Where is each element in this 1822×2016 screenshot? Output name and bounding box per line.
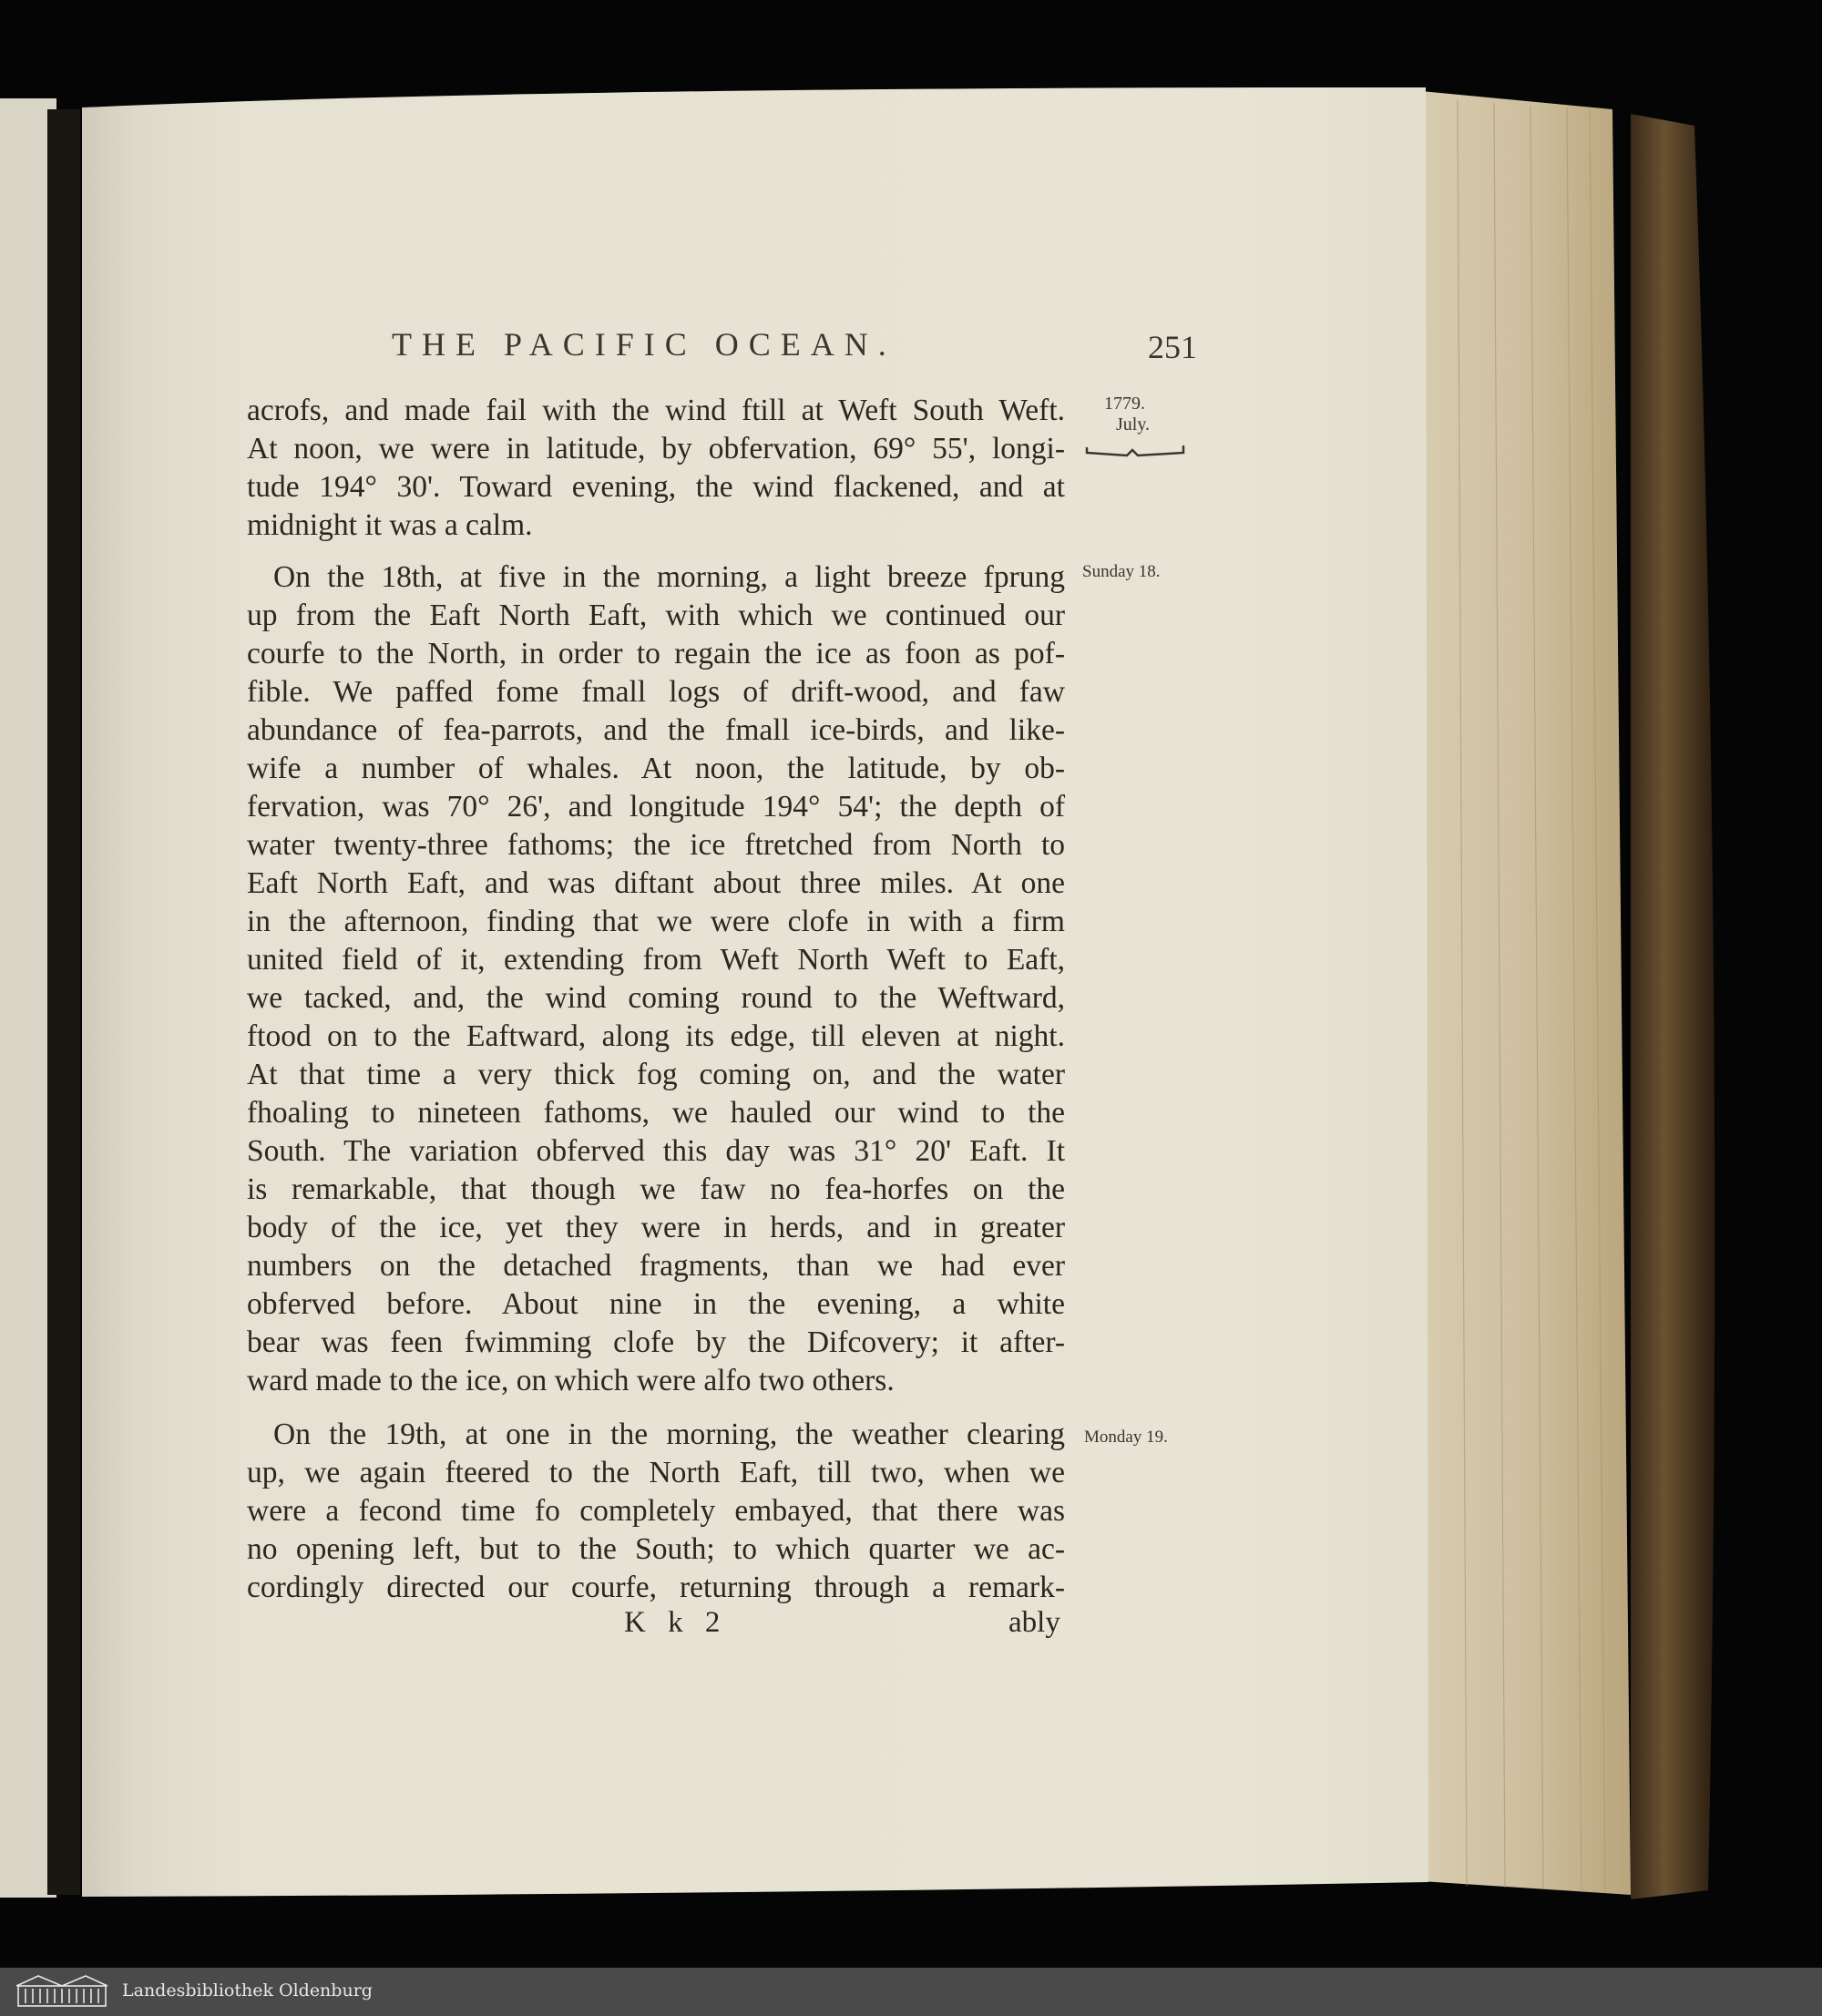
- body-line-4: midnight it was a calm.: [247, 508, 533, 542]
- page-number: 251: [1148, 329, 1197, 365]
- body-line-12: water twenty-three fathoms; the ice ftretched from North to: [247, 828, 1065, 862]
- margin-note-monday: Monday 19.: [1084, 1428, 1168, 1447]
- library-name: Landesbibliothek Oldenburg: [122, 1980, 373, 2001]
- running-title: THE PACIFIC OCEAN.: [392, 326, 896, 363]
- body-line-8: fible. We paffed fome fmall logs of drift-wood, and faw: [247, 675, 1065, 709]
- body-line-19: fhoaling to nineteen fathoms, we hauled our wind to the: [247, 1096, 1065, 1130]
- signature-mark: K k 2: [624, 1606, 728, 1639]
- body-line-1: acrofs, and made fail with the wind ftill at Weft South Weft.: [247, 394, 1065, 427]
- margin-month: July.: [1116, 414, 1151, 435]
- body-line-22: body of the ice, yet they were in herds, and in greater: [247, 1211, 1065, 1244]
- margin-note-sunday: Sunday 18.: [1082, 562, 1161, 581]
- body-line-2: At noon, we were in latitude, by obfervation, 69° 55', longi-: [247, 432, 1065, 466]
- body-line-25: bear was feen fwimming clofe by the Difcovery; it after-: [247, 1325, 1065, 1359]
- body-line-31: cordingly directed our courfe, returning through a remark-: [247, 1571, 1065, 1604]
- left-page-edge: [0, 98, 80, 1898]
- body-line-14: in the afternoon, finding that we were clofe in with a firm: [247, 905, 1065, 938]
- body-line-21: is remarkable, that though we faw no fea-horfes on the: [247, 1172, 1065, 1206]
- body-line-17: ftood on to the Eaftward, along its edge, till eleven at night.: [247, 1019, 1065, 1053]
- body-line-28: up, we again fteered to the North Eaft, till two, when we: [247, 1456, 1065, 1489]
- body-line-18: At that time a very thick fog coming on, and the water: [247, 1058, 1065, 1091]
- body-line-29: were a fecond time fo completely embayed, that there was: [247, 1494, 1065, 1528]
- body-line-11: fervation, was 70° 26', and longitude 194° 54'; the depth of: [247, 790, 1065, 824]
- body-line-13: Eaft North Eaft, and was diftant about three miles. At one: [247, 866, 1065, 900]
- library-building-logo: [15, 1973, 109, 2010]
- page-block-edge: [1421, 91, 1631, 1895]
- body-line-26: ward made to the ice, on which were alfo two others.: [247, 1364, 895, 1397]
- body-line-9: abundance of fea-parrots, and the fmall ice-birds, and like-: [247, 713, 1065, 747]
- body-line-20: South. The variation obferved this day was 31° 20' Eaft. It: [247, 1134, 1065, 1168]
- body-line-10: wife a number of whales. At noon, the latitude, by ob-: [247, 752, 1065, 785]
- body-line-16: we tacked, and, the wind coming round to the Weftward,: [247, 981, 1065, 1015]
- body-line-7: courfe to the North, in order to regain the ice as foon as pof-: [247, 637, 1065, 670]
- body-line-27: On the 19th, at one in the morning, the weather clearing: [273, 1417, 1065, 1451]
- body-line-5: On the 18th, at five in the morning, a light breeze fprung: [273, 560, 1065, 594]
- catchword: ably: [1008, 1606, 1060, 1639]
- body-line-23: numbers on the detached fragments, than we had ever: [247, 1249, 1065, 1283]
- body-line-6: up from the Eaft North Eaft, with which we continued our: [247, 599, 1065, 632]
- book-binding: [1631, 114, 1715, 1899]
- library-footer-bar: [0, 1968, 1822, 2016]
- margin-year: 1779.: [1104, 394, 1145, 414]
- body-line-30: no opening left, but to the South; to which quarter we ac-: [247, 1532, 1065, 1566]
- body-line-15: united field of it, extending from Weft North Weft to Eaft,: [247, 943, 1065, 977]
- body-line-24: obferved before. About nine in the evening, a white: [247, 1287, 1065, 1321]
- body-line-3: tude 194° 30'. Toward evening, the wind flackened, and at: [247, 470, 1065, 504]
